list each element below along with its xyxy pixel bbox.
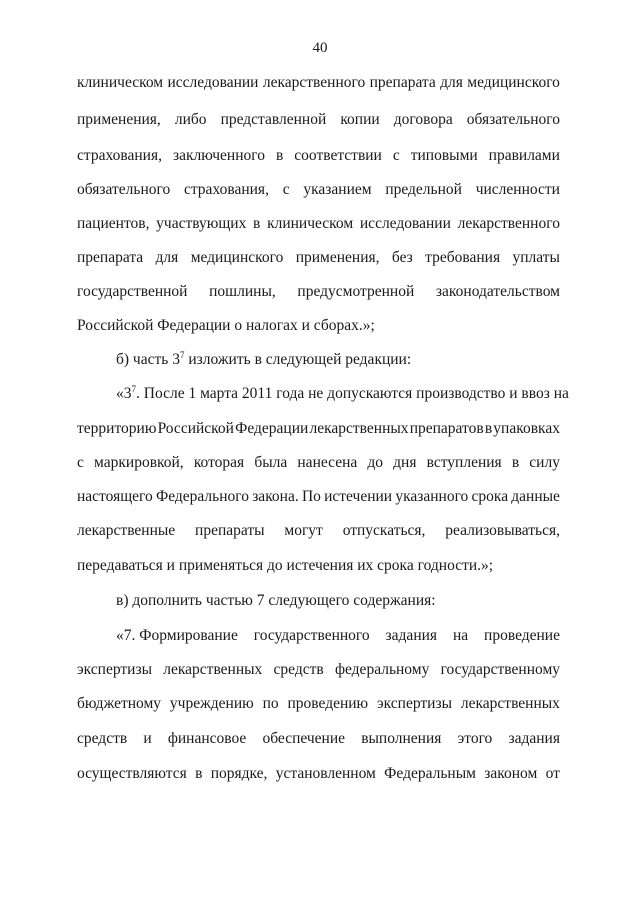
text-line: средств и финансовое обеспечение выполнения этого задания: [77, 730, 560, 747]
text-line: клиническом исследовании лекарственного препарата для медицинского: [77, 74, 560, 91]
page-number: 40: [312, 40, 328, 56]
text-line: государственной пошлины, предусмотренной законодательством: [77, 283, 560, 300]
text-line: бюджетному учреждению по проведению экспертизы лекарственных: [77, 695, 560, 712]
text-line: передаваться и применяться до истечения их срока годности.»;: [77, 557, 494, 574]
text-line: с маркировкой, которая была нанесена до дня вступления в силу: [77, 454, 560, 471]
text-line: препарата для медицинского применения, без требования уплаты: [77, 249, 560, 266]
text-line: территорию Российской Федерации лекарственных препаратов в упаковках: [77, 420, 560, 437]
text-line: настоящего Федерального закона. По истечении указанного срока данные: [77, 488, 560, 505]
text-line: Российской Федерации о налогах и сборах.»;: [77, 317, 375, 334]
text-line: обязательного страхования, с указанием предельной численности: [77, 181, 560, 198]
text-line: пациентов, участвующих в клиническом исследовании лекарственного: [77, 215, 560, 232]
text-line: осуществляются в порядке, установленном Федеральным законом от: [77, 765, 560, 782]
text-line: экспертизы лекарственных средств федеральному государственному: [77, 661, 560, 678]
text-line: страхования, заключенного в соответствии с типовыми правилами: [77, 147, 560, 164]
text-line: «$3^7$. После 1 марта 2011 года не допускаются производство и ввоз на: [116, 383, 569, 402]
text-line: применения, либо представленной копии договора обязательного: [77, 111, 560, 128]
text-line: лекарственные препараты могут отпускаться, реализовываться,: [77, 522, 560, 539]
text-line: «7. Формирование государственного задания на проведение: [116, 627, 560, 644]
text-line: в) дополнить частью 7 следующего содержания:: [116, 592, 436, 609]
text-line: б) часть $3^7$ изложить в следующей редакции:: [116, 349, 412, 368]
